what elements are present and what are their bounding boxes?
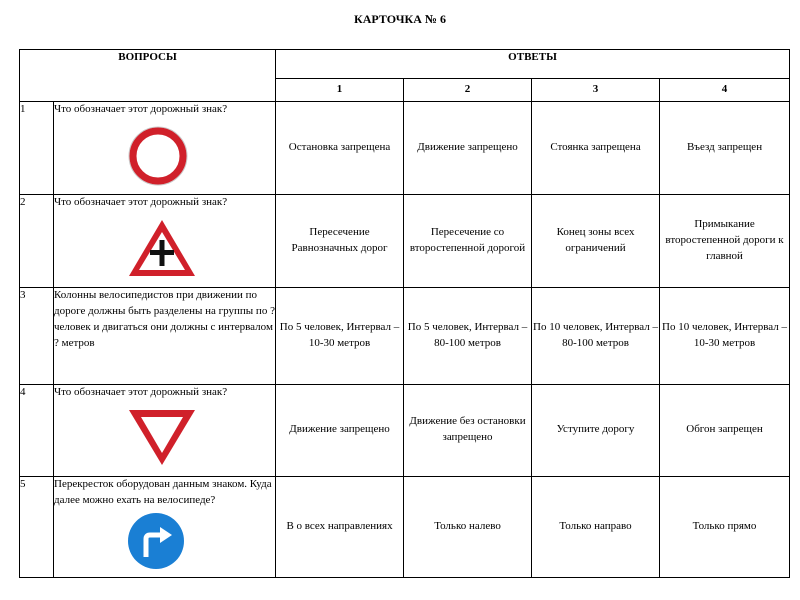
table-row	[20, 287, 790, 384]
answer-col-3: 3	[532, 79, 660, 102]
question-text: Что обозначает этот дорожный знак?	[54, 195, 228, 208]
answer-cell[interactable]: Только налево	[404, 476, 532, 577]
answer-cell[interactable]: По 10 человек, Интервал – 10-30 метров	[660, 287, 790, 384]
table-row	[20, 384, 790, 476]
row-number: 5	[20, 476, 54, 577]
answer-cell[interactable]: Движение без остановки запрещено	[404, 384, 532, 476]
quiz-table	[19, 49, 790, 578]
answer-col-1: 1	[276, 79, 404, 102]
answer-cell[interactable]: По 5 человек, Интервал – 80-100 метров	[404, 287, 532, 384]
card-title: КАРТОЧКА № 6	[354, 12, 446, 26]
answer-cell[interactable]: По 10 человек, Интервал – 80-100 метров	[532, 287, 660, 384]
answer-cell[interactable]: Движение запрещено	[404, 102, 532, 195]
question-cell	[54, 384, 276, 476]
row-number: 2	[20, 194, 54, 287]
answer-cell[interactable]: Только прямо	[660, 476, 790, 577]
answers-header: ОТВЕТЫ	[276, 50, 790, 79]
answer-cell[interactable]: Уступите дорогу	[532, 384, 660, 476]
crossroads-sign-icon	[126, 217, 275, 285]
question-cell	[54, 476, 276, 577]
questions-header: ВОПРОСЫ	[20, 50, 276, 102]
answer-cell[interactable]: Примыкание второстепенной дороги к главной	[660, 194, 790, 287]
answer-cell[interactable]: Остановка запрещена	[276, 102, 404, 195]
answer-cell[interactable]: Стоянка запрещена	[532, 102, 660, 195]
question-text: Что обозначает этот дорожный знак?	[54, 103, 228, 115]
answer-cell[interactable]: В о всех направлениях	[276, 476, 404, 577]
table-row	[20, 194, 790, 287]
question-cell	[54, 102, 276, 195]
question-text: Колонны велосипедистов при движении по дороге должны быть разделены на группы по ? человек и двигаться они должны с интервалом ? метров	[54, 288, 275, 349]
answer-cell[interactable]: Пересечение со второстепенной дорогой	[404, 194, 532, 287]
answer-cell[interactable]: Обгон запрещен	[660, 384, 790, 476]
row-number: 3	[20, 287, 54, 384]
question-text: Что обозначает этот дорожный знак?	[54, 385, 228, 398]
answer-cell[interactable]: По 5 человек, Интервал – 10-30 метров	[276, 287, 404, 384]
row-number: 4	[20, 384, 54, 476]
row-number: 1	[20, 102, 54, 195]
answer-cell[interactable]: Движение запрещено	[276, 384, 404, 476]
question-cell	[54, 287, 276, 384]
answer-cell[interactable]: Конец зоны всех ограничений	[532, 194, 660, 287]
question-cell	[54, 194, 276, 287]
answer-cell[interactable]: Въезд запрещен	[660, 102, 790, 195]
table-row	[20, 102, 790, 195]
answer-col-2: 2	[404, 79, 532, 102]
answer-col-4: 4	[660, 79, 790, 102]
turn-right-sign-icon	[126, 511, 275, 577]
question-text: Перекресток оборудован данным знаком. Куда далее можно ехать на велосипеде?	[54, 477, 272, 506]
no-vehicles-sign-icon	[126, 124, 275, 194]
table-row	[20, 476, 790, 577]
give-way-sign-icon	[126, 407, 275, 473]
answer-cell[interactable]: Только направо	[532, 476, 660, 577]
answer-cell[interactable]: Пересечение Равнозначных дорог	[276, 194, 404, 287]
